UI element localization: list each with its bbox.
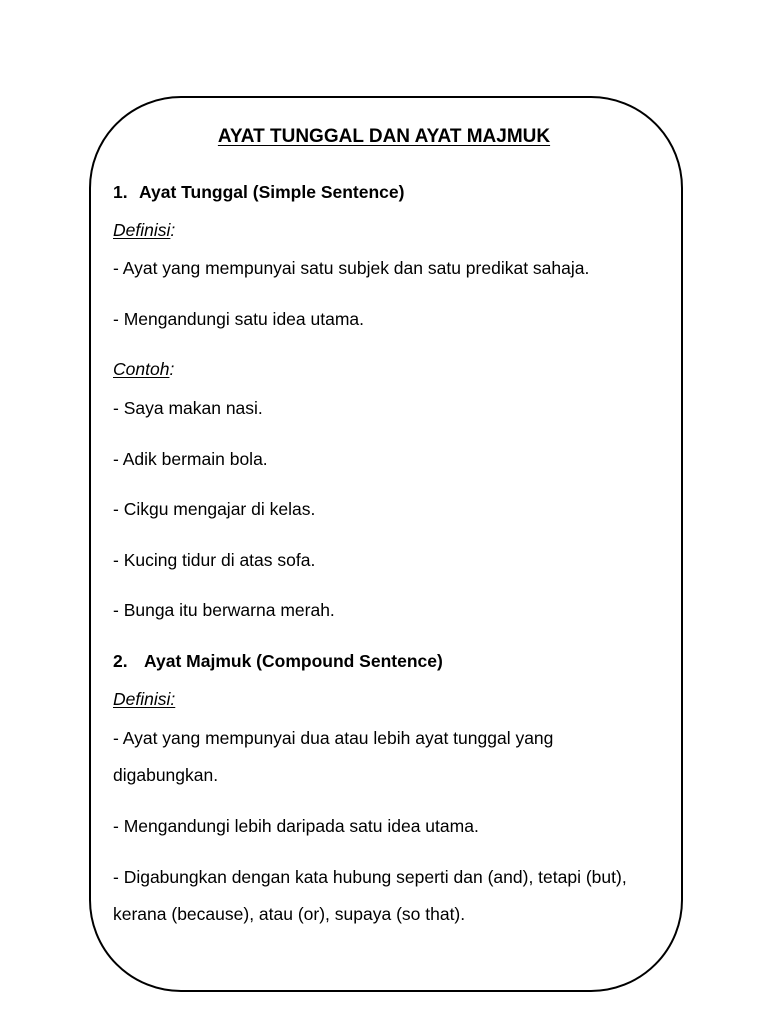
example-item: - Adik bermain bola. bbox=[113, 449, 268, 469]
definition-label: Definisi bbox=[113, 220, 171, 240]
example-item: - Saya makan nasi. bbox=[113, 398, 263, 418]
definition-item-line: - Ayat yang mempunyai dua atau lebih ayat tunggal yang bbox=[113, 728, 554, 748]
definition-item-line: kerana (because), atau (or), supaya (so that). bbox=[113, 904, 466, 924]
definition-item-line: - Mengandungi lebih daripada satu idea utama. bbox=[113, 816, 479, 836]
section-1-example-label: Contoh: bbox=[113, 359, 175, 379]
section-2-number: 2. bbox=[113, 651, 128, 671]
section-2-title: Ayat Majmuk (Compound Sentence) bbox=[144, 651, 443, 671]
page-title: AYAT TUNGGAL DAN AYAT MAJMUK bbox=[217, 126, 551, 147]
definition-label: Definisi: bbox=[113, 689, 176, 709]
definition-item-line: - Digabungkan dengan kata hubung seperti dan (and), tetapi (but), bbox=[113, 867, 627, 887]
section-2-heading bbox=[113, 650, 443, 672]
section-1-title: Ayat Tunggal (Simple Sentence) bbox=[139, 182, 405, 202]
definition-item: - Ayat yang mempunyai satu subjek dan satu predikat sahaja. bbox=[113, 258, 590, 278]
section-2-definition-label bbox=[113, 688, 175, 710]
section-1-heading bbox=[113, 181, 404, 203]
example-label: Contoh bbox=[113, 359, 170, 379]
section-1-definition-label: Definisi: bbox=[113, 220, 176, 240]
example-item: - Kucing tidur di atas sofa. bbox=[113, 550, 316, 570]
definition-item-line: digabungkan. bbox=[113, 765, 219, 785]
example-item: - Bunga itu berwarna merah. bbox=[113, 600, 335, 620]
rounded-border-frame bbox=[89, 96, 683, 992]
example-item: - Cikgu mengajar di kelas. bbox=[113, 499, 316, 519]
section-1-number: 1. bbox=[113, 182, 128, 202]
definition-item: - Mengandungi satu idea utama. bbox=[113, 309, 364, 329]
